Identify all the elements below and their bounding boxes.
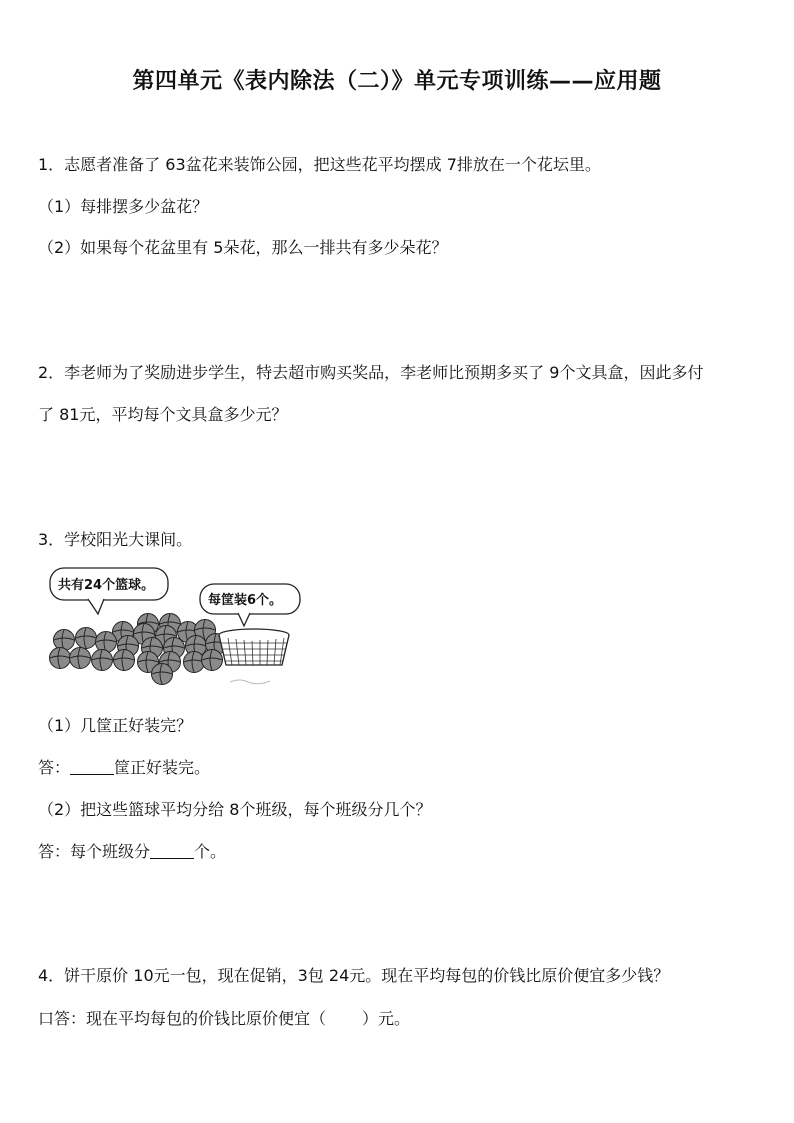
q4-stem: 4．饼干原价 10元一包，现在促销，3包 24元。现在平均每包的价钱比原价便宜多少钱？ [38,966,670,985]
q3-stem: 3．学校阳光大课间。 [38,530,193,549]
basketball-icon [114,650,135,671]
speech-bubble-icon [200,584,300,626]
basketball-icon [54,630,75,651]
q3-answer2-suffix: 个。 [194,842,227,861]
page-title: 第四单元《表内除法（二）》单元专项训练——应用题 [132,69,662,94]
q3-answer1-blank[interactable] [70,758,114,775]
basketball-pile [50,614,227,685]
basketball-icon [50,648,71,669]
q3-answer2 [38,839,226,862]
speech-bubble-icon [50,568,168,614]
q1-sub2: （2）如果每个花盆里有 5朵花，那么一排共有多少朵花？ [38,238,448,257]
basketball-icon [96,632,117,653]
bubble-left-text: 共有24个篮球。 [58,578,155,593]
q4-answer-suffix: ）元。 [362,1009,411,1028]
q1-sub1: （1）每排摆多少盆花？ [38,197,209,216]
q3-answer1 [38,755,210,778]
basketball-illustration [48,562,308,697]
q2-stem-line2: 了 81元，平均每个文具盒多少元？ [38,405,288,424]
basketball-icon [92,650,113,671]
basketball-icon [76,628,97,649]
basketball-icon [70,648,91,669]
q3-sub1: （1）几筐正好装完？ [38,716,193,735]
q3-answer1-suffix: 筐正好装完。 [114,758,211,777]
q3-answer2-prefix: 答：每个班级分 [38,842,151,861]
basketball-icon [202,650,223,671]
bubble-right-text: 每筐装6个。 [208,593,283,608]
basket-icon [219,629,289,684]
q3-answer2-blank[interactable] [150,842,194,859]
q1-stem: 1．志愿者准备了 63盆花来装饰公园，把这些花平均摆成 7排放在一个花坛里。 [38,155,601,174]
q3-sub2: （2）把这些篮球平均分给 8个班级，每个班级分几个？ [38,800,432,819]
q4-answer-prefix: 口答：现在平均每包的价钱比原价便宜（ [38,1009,327,1028]
basketball-icon [152,664,173,685]
q3-answer1-prefix: 答： [38,758,71,777]
q4-answer [38,1006,410,1029]
q2-stem-line1: 2．李老师为了奖励进步学生，特去超市购买奖品，李老师比预期多买了 9个文具盒，因此多付 [38,363,704,382]
